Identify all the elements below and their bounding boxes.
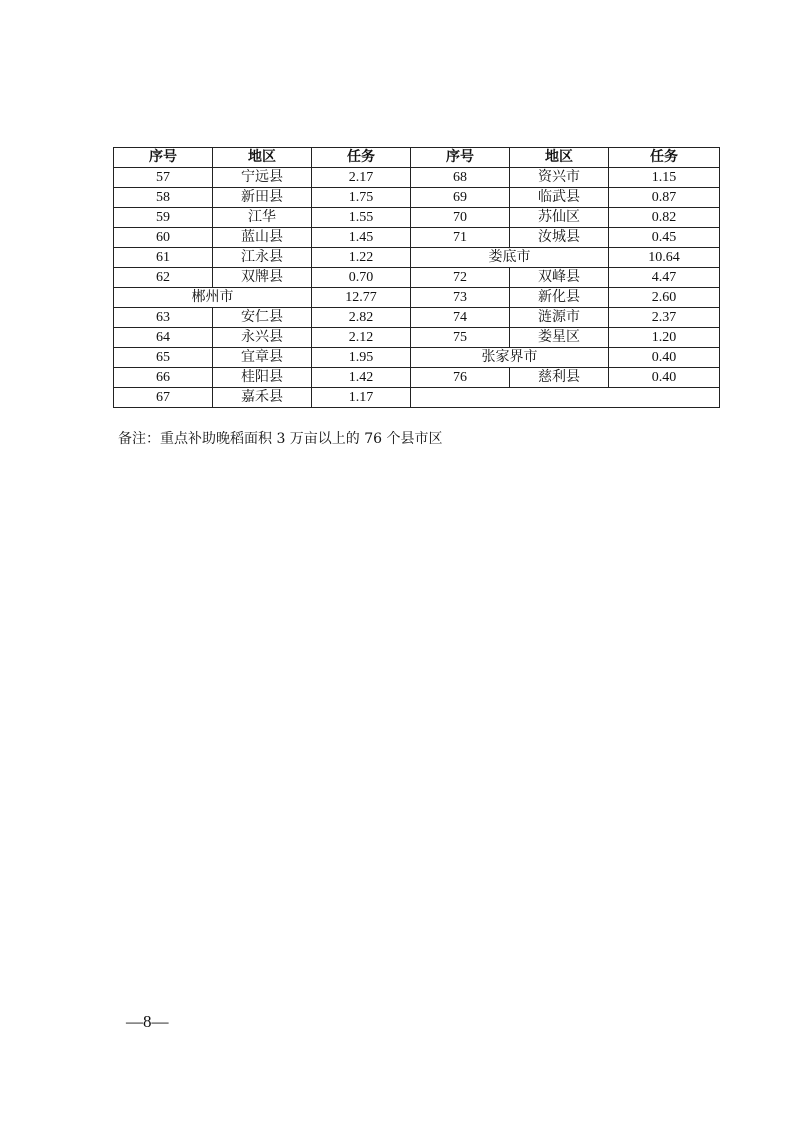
task-value: 2.17 xyxy=(312,168,411,188)
county-name: 双峰县 xyxy=(510,268,609,288)
county-name: 江永县 xyxy=(213,248,312,268)
table-row xyxy=(114,168,720,188)
table-row xyxy=(114,188,720,208)
table-row xyxy=(114,288,720,308)
county-name: 新田县 xyxy=(213,188,312,208)
table-row xyxy=(114,388,720,408)
row-number: 70 xyxy=(411,208,510,228)
row-number: 59 xyxy=(114,208,213,228)
table-row xyxy=(114,248,720,268)
county-name: 双牌县 xyxy=(213,268,312,288)
row-number: 62 xyxy=(114,268,213,288)
table-row xyxy=(114,328,720,348)
task-value: 1.45 xyxy=(312,228,411,248)
row-number: 61 xyxy=(114,248,213,268)
table-row xyxy=(114,268,720,288)
task-value: 2.12 xyxy=(312,328,411,348)
task-value: 1.42 xyxy=(312,368,411,388)
task-value: 4.47 xyxy=(609,268,720,288)
city-subtotal-task: 0.40 xyxy=(609,348,720,368)
task-value: 1.15 xyxy=(609,168,720,188)
task-value: 1.20 xyxy=(609,328,720,348)
table-row xyxy=(114,308,720,328)
row-number: 76 xyxy=(411,368,510,388)
task-value: 1.75 xyxy=(312,188,411,208)
county-name: 蓝山县 xyxy=(213,228,312,248)
county-name: 宁远县 xyxy=(213,168,312,188)
county-name: 苏仙区 xyxy=(510,208,609,228)
header-no: 序号 xyxy=(114,148,213,168)
county-name: 桂阳县 xyxy=(213,368,312,388)
task-value: 0.87 xyxy=(609,188,720,208)
row-number: 65 xyxy=(114,348,213,368)
header-task: 任务 xyxy=(312,148,411,168)
task-value: 1.22 xyxy=(312,248,411,268)
row-number: 69 xyxy=(411,188,510,208)
task-value: 0.82 xyxy=(609,208,720,228)
table-row xyxy=(114,228,720,248)
county-name: 安仁县 xyxy=(213,308,312,328)
table-header-row xyxy=(114,148,720,168)
row-number: 67 xyxy=(114,388,213,408)
city-subtotal-name: 郴州市 xyxy=(114,288,312,308)
county-name: 娄星区 xyxy=(510,328,609,348)
row-number: 57 xyxy=(114,168,213,188)
row-number: 73 xyxy=(411,288,510,308)
task-table xyxy=(113,147,720,408)
county-name: 汝城县 xyxy=(510,228,609,248)
county-name: 临武县 xyxy=(510,188,609,208)
county-name: 资兴市 xyxy=(510,168,609,188)
task-value: 2.82 xyxy=(312,308,411,328)
task-value: 0.70 xyxy=(312,268,411,288)
city-subtotal-task: 10.64 xyxy=(609,248,720,268)
row-number: 64 xyxy=(114,328,213,348)
city-subtotal-name: 张家界市 xyxy=(411,348,609,368)
county-name: 涟源市 xyxy=(510,308,609,328)
table-row xyxy=(114,368,720,388)
task-value: 0.40 xyxy=(609,368,720,388)
empty-cell xyxy=(411,388,720,408)
task-value: 1.95 xyxy=(312,348,411,368)
task-value: 2.37 xyxy=(609,308,720,328)
row-number: 58 xyxy=(114,188,213,208)
city-subtotal-name: 娄底市 xyxy=(411,248,609,268)
county-name: 永兴县 xyxy=(213,328,312,348)
row-number: 68 xyxy=(411,168,510,188)
row-number: 74 xyxy=(411,308,510,328)
table-row xyxy=(114,208,720,228)
task-value: 1.17 xyxy=(312,388,411,408)
header-no: 序号 xyxy=(411,148,510,168)
county-name: 慈利县 xyxy=(510,368,609,388)
table-row xyxy=(114,348,720,368)
row-number: 66 xyxy=(114,368,213,388)
task-value: 0.45 xyxy=(609,228,720,248)
task-value: 1.55 xyxy=(312,208,411,228)
task-value: 2.60 xyxy=(609,288,720,308)
county-name: 江华 xyxy=(213,208,312,228)
row-number: 75 xyxy=(411,328,510,348)
footnote: 备注：重点补助晚稻面积 3 万亩以上的 76 个县市区 xyxy=(118,431,443,447)
row-number: 63 xyxy=(114,308,213,328)
header-task: 任务 xyxy=(609,148,720,168)
header-area: 地区 xyxy=(510,148,609,168)
row-number: 72 xyxy=(411,268,510,288)
county-name: 嘉禾县 xyxy=(213,388,312,408)
page-number: —8— xyxy=(126,1012,169,1031)
county-name: 新化县 xyxy=(510,288,609,308)
row-number: 71 xyxy=(411,228,510,248)
county-name: 宜章县 xyxy=(213,348,312,368)
row-number: 60 xyxy=(114,228,213,248)
header-area: 地区 xyxy=(213,148,312,168)
city-subtotal-task: 12.77 xyxy=(312,288,411,308)
